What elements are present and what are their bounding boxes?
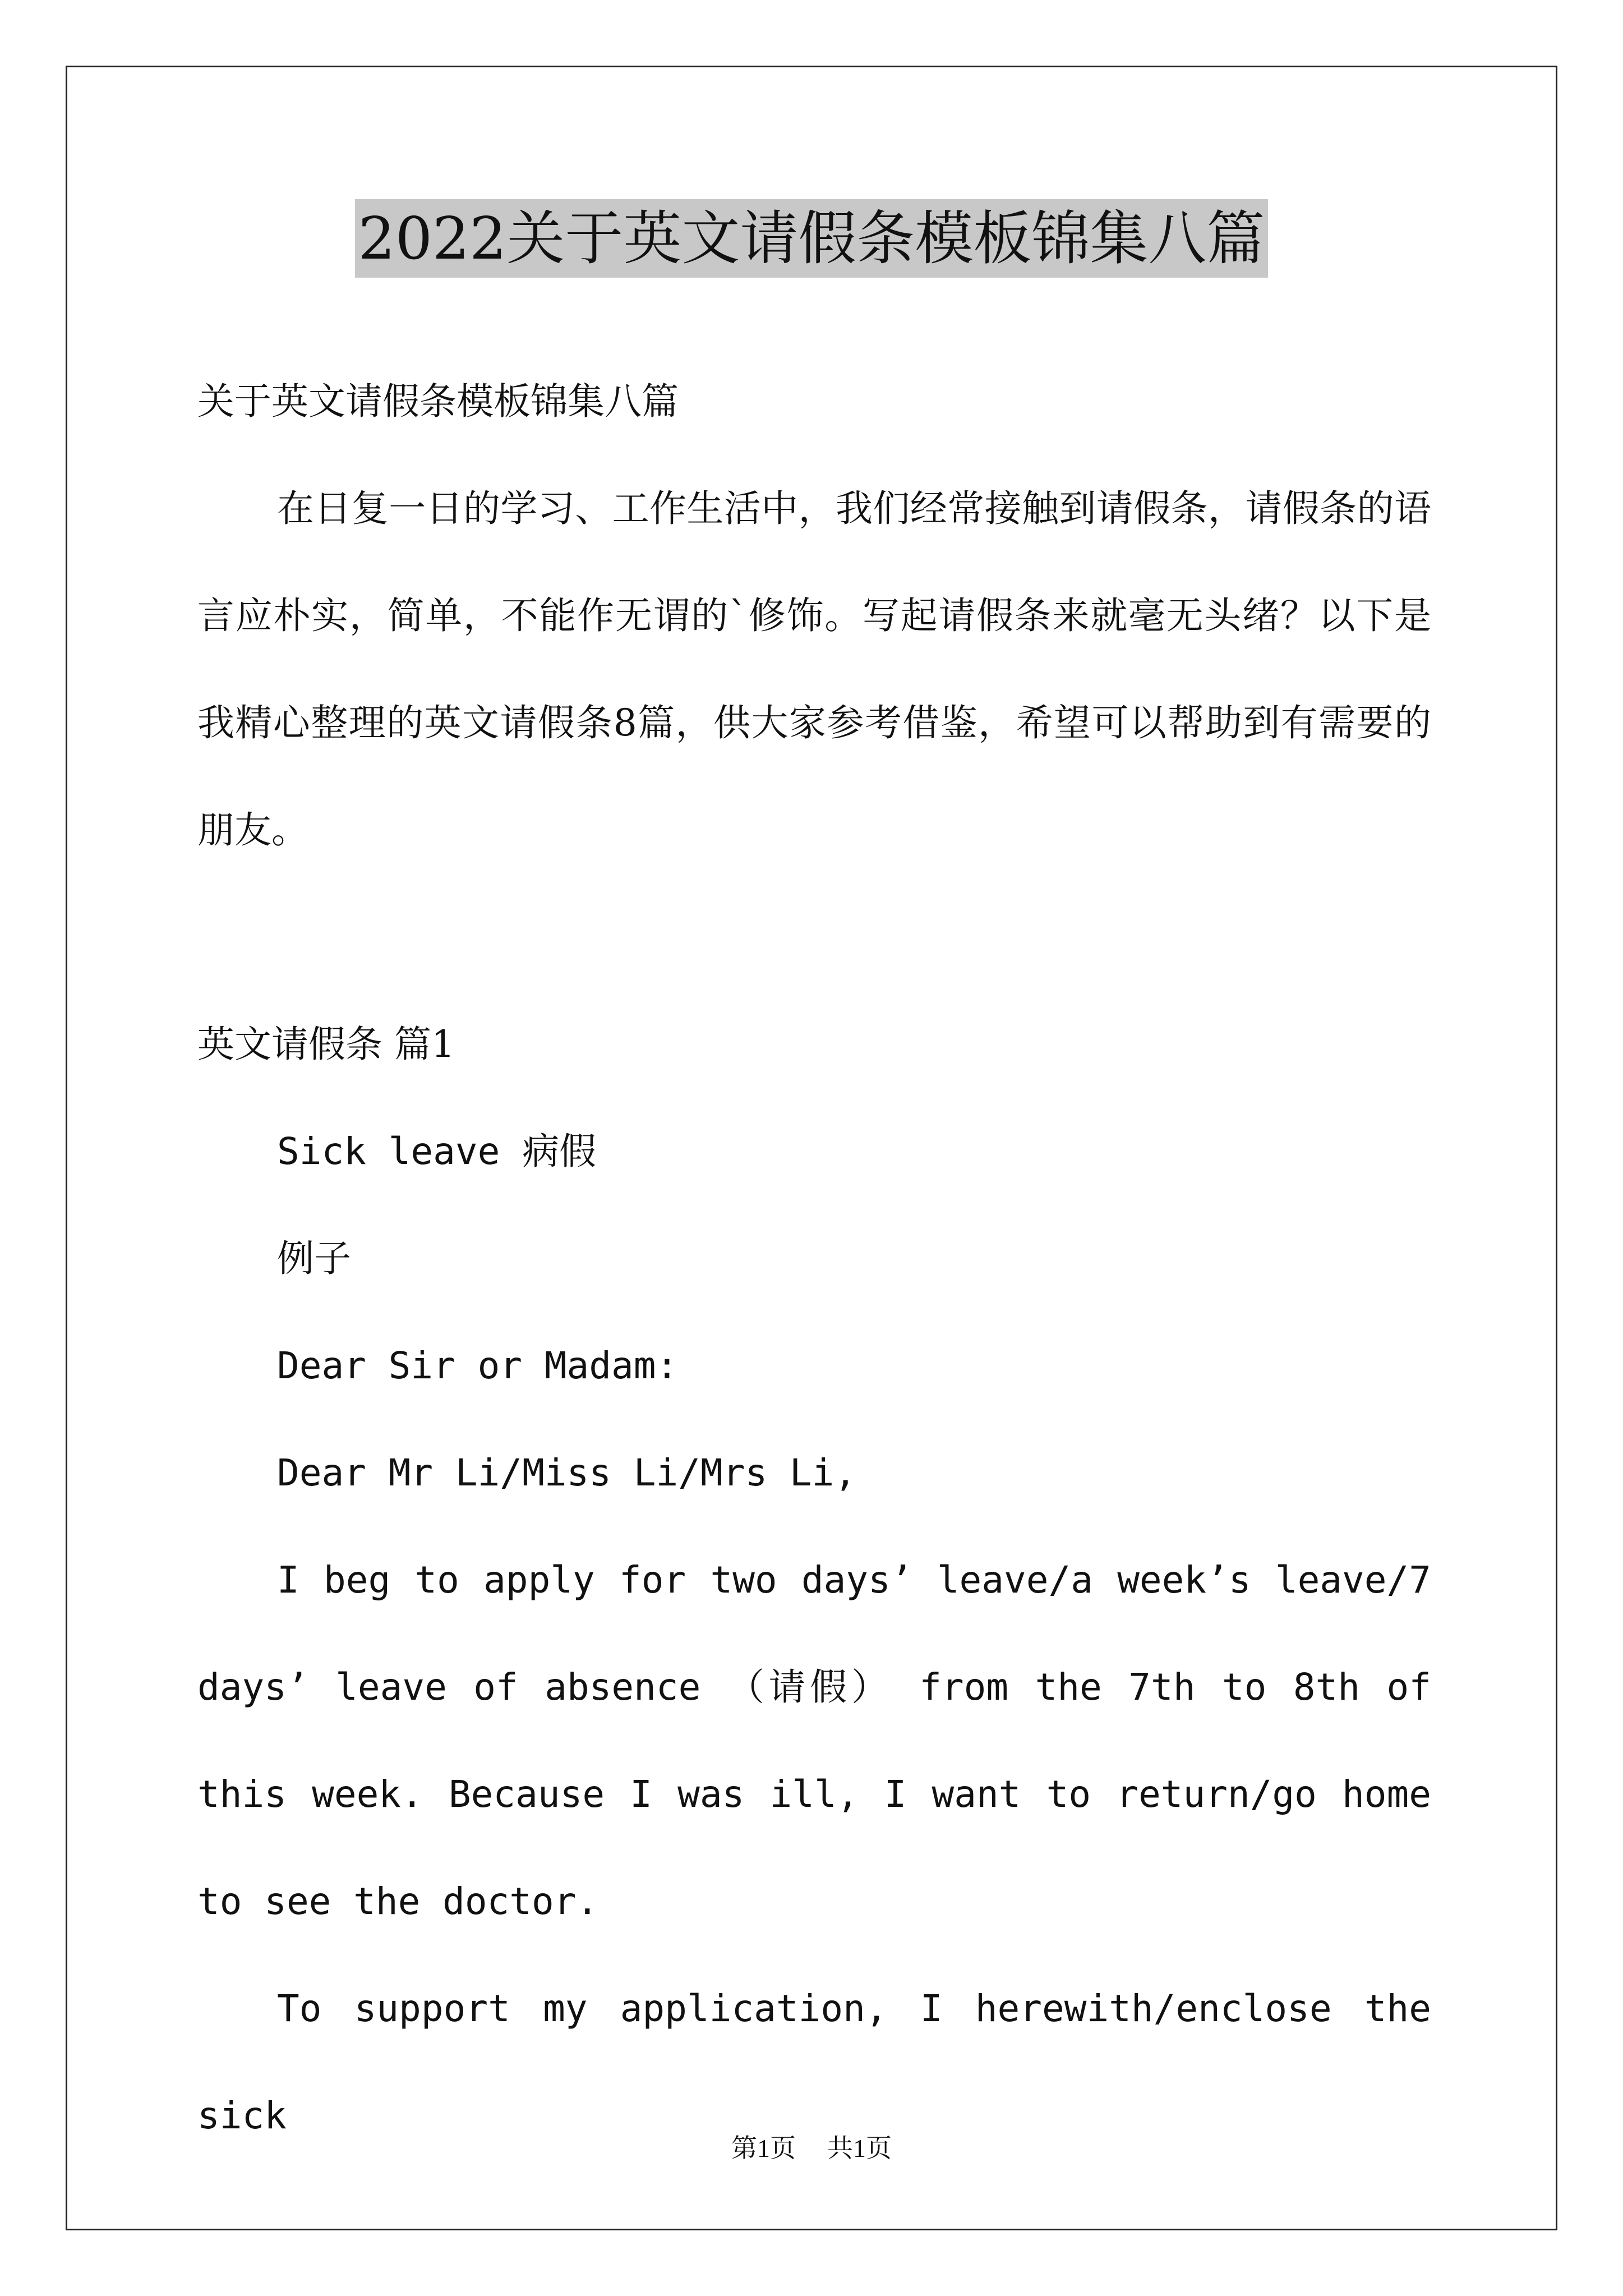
page-total: 共1页	[827, 2134, 892, 2162]
example-label: 例子	[277, 1237, 351, 1280]
intro-paragraph: 在日复一日的学习、工作生活中，我们经常接触到请假条，请假条的语言应朴实，简单，不能作无谓的`修饰。写起请假条来就毫无头绪？以下是我精心整理的英文请假条8篇，供大家参考借鉴，希望可以帮助到有需要的朋友。	[197, 487, 1431, 852]
title-container	[0, 199, 1623, 278]
support-paragraph: To support my application, I herewith/enclose the sick	[197, 1987, 1431, 2137]
leave-request-paragraph: I beg to apply for two days’ leave/a week’s leave/7 days’ leave of absence （请假） from the 7th to 8th of this week. Because I was ill, I want to return/go home to see the doctor.	[197, 1558, 1431, 1923]
document-title: 2022关于英文请假条模板锦集八篇	[355, 199, 1269, 278]
document-subtitle: 关于英文请假条模板锦集八篇	[197, 380, 679, 423]
section-heading: 英文请假条 篇1	[197, 1023, 455, 1066]
page-number: 第1页	[731, 2134, 796, 2162]
salutation-alt-line: Dear Mr Li/Miss Li/Mrs Li,	[277, 1451, 857, 1494]
sick-leave-line: Sick leave 病假	[277, 1130, 597, 1173]
page-footer	[0, 2132, 1623, 2165]
document-body	[197, 348, 1431, 2169]
salutation-line: Dear Sir or Madam:	[277, 1344, 679, 1387]
